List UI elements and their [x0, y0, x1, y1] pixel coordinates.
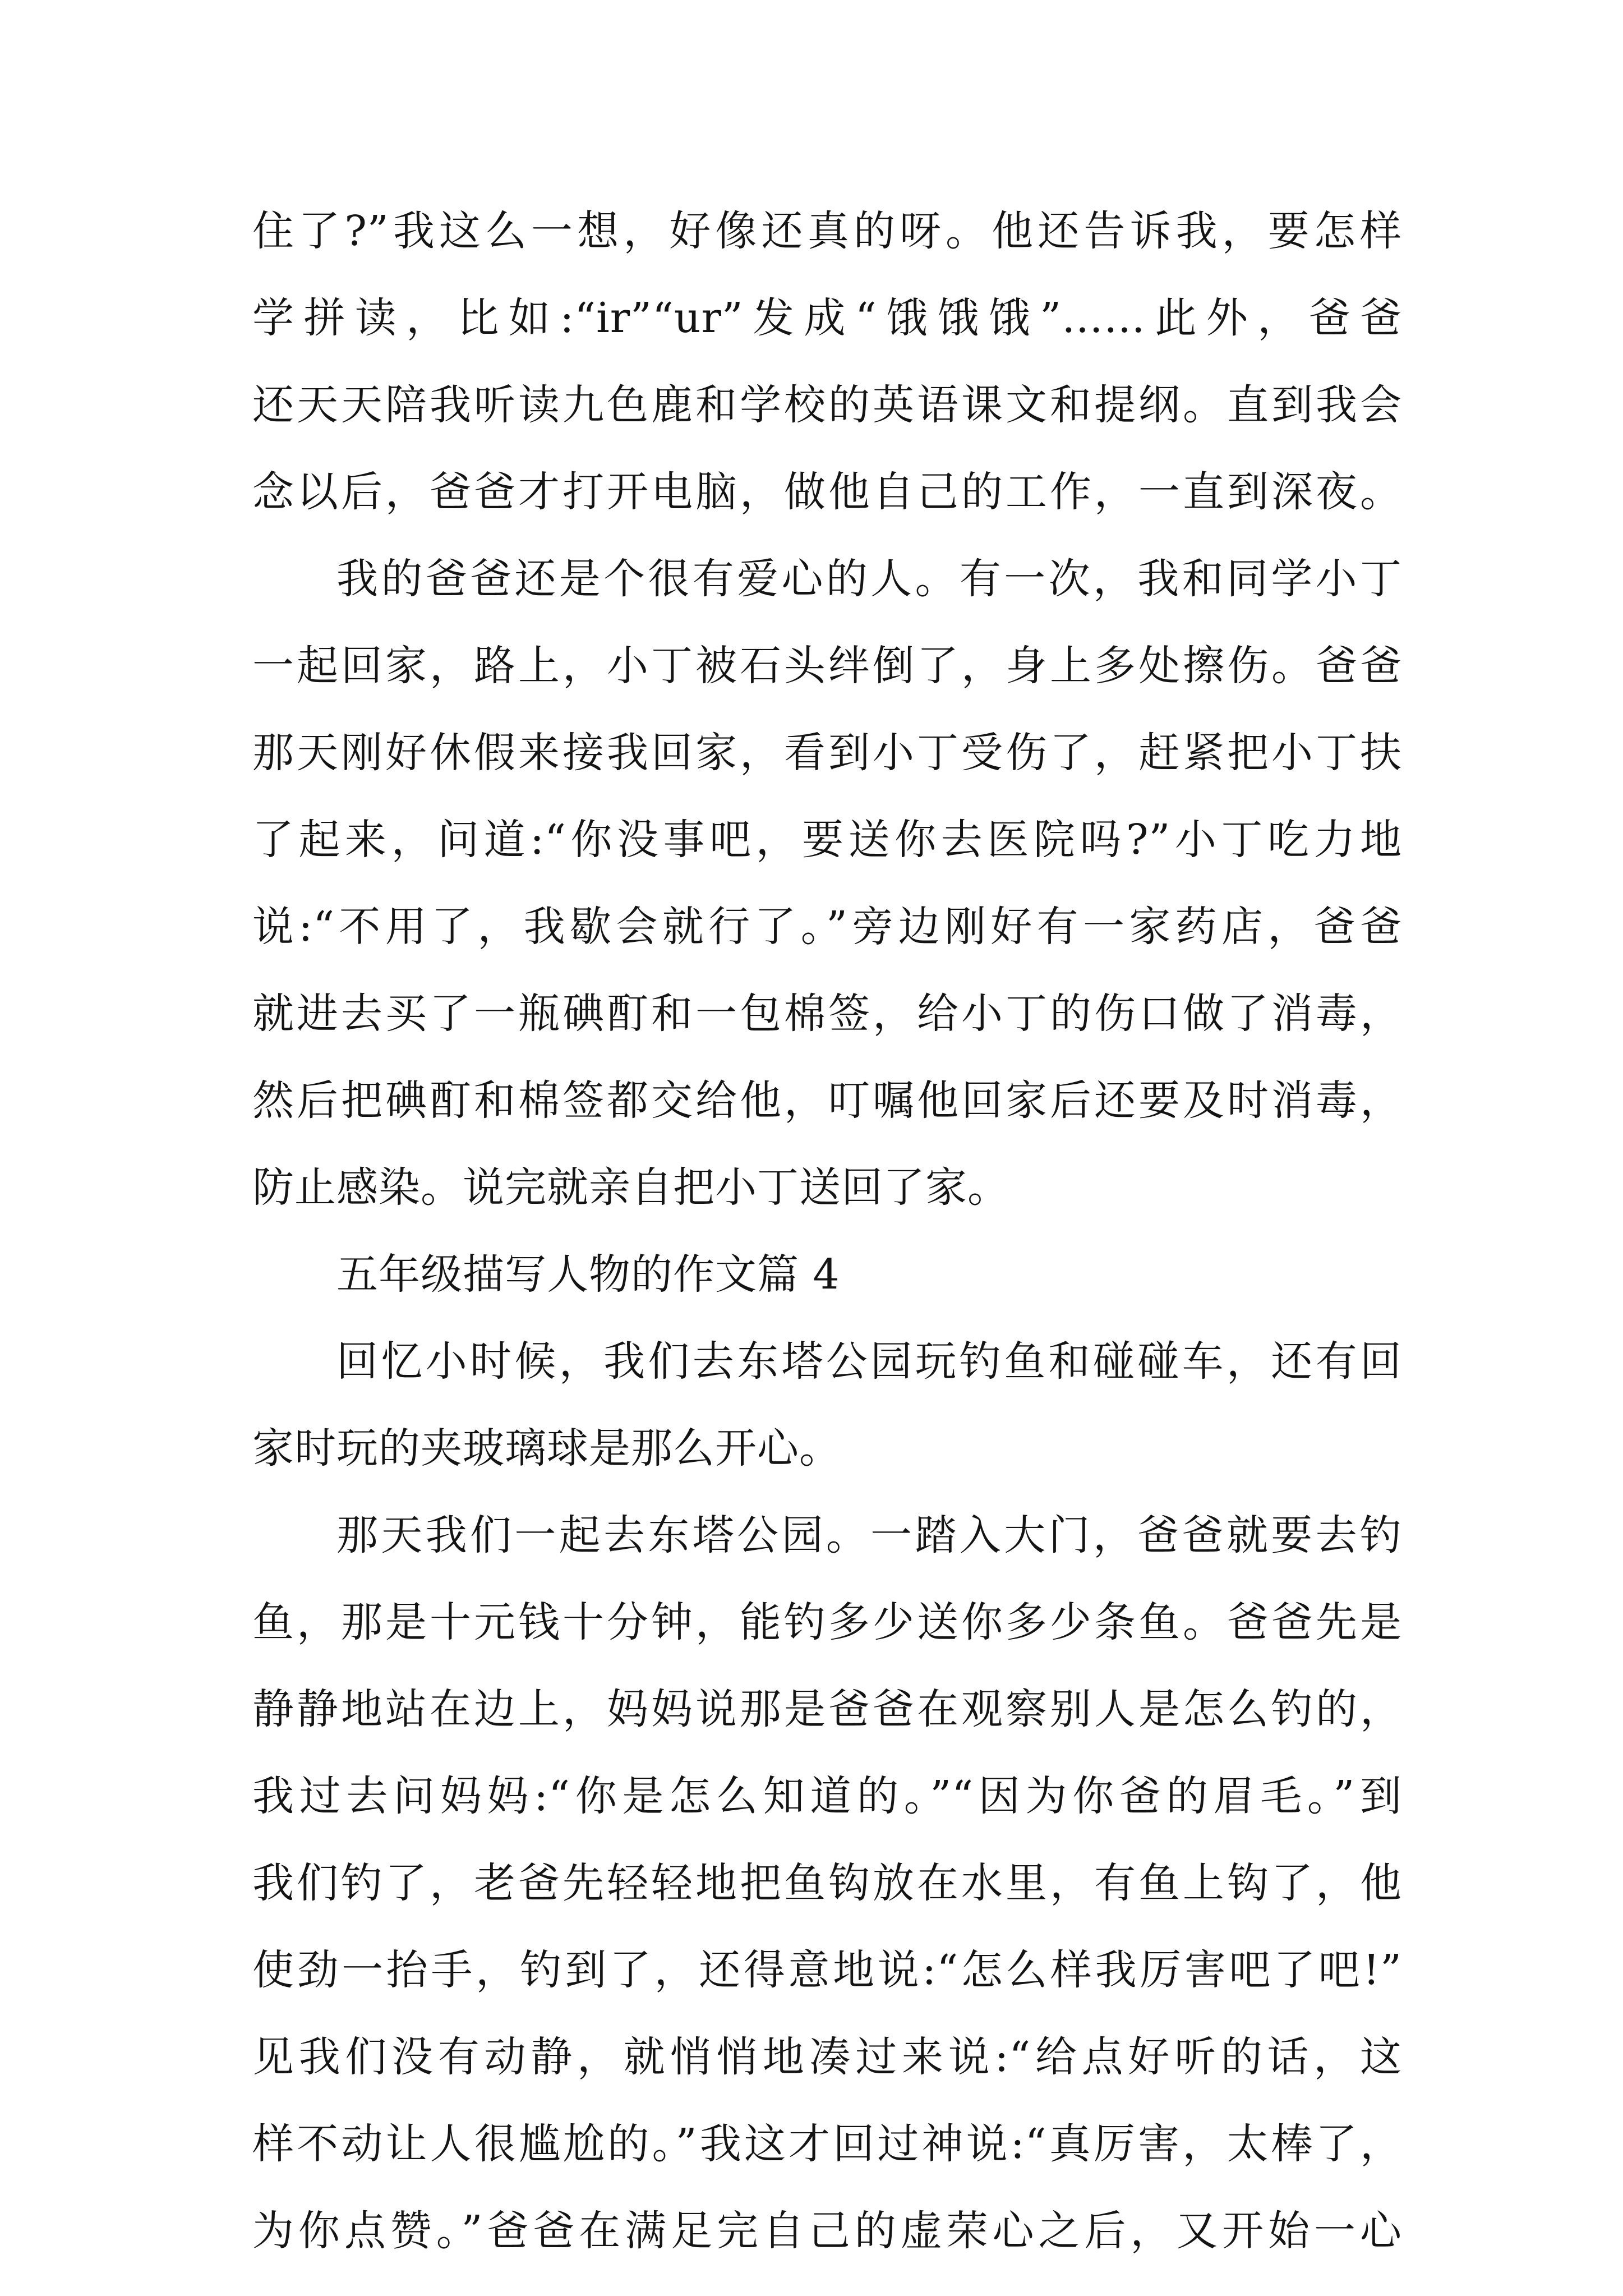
text-line: 一起回家，路上，小丁被石头绊倒了，身上多处擦伤。爸爸 [252, 642, 1402, 690]
section-heading: 五年级描写人物的作文篇 4 [336, 1250, 840, 1299]
text-line: 就进去买了一瓶碘酊和一包棉签，给小丁的伤口做了消毒， [252, 990, 1402, 1038]
text-line: 我过去问妈妈:“你是怎么知道的。”“因为你爸的眉毛。”到 [252, 1772, 1402, 1820]
text-line: 住了?”我这么一想，好像还真的呀。他还告诉我，要怎样 [252, 207, 1402, 255]
text-line: 鱼，那是十元钱十分钟，能钓多少送你多少条鱼。爸爸先是 [252, 1598, 1402, 1646]
text-line: 那天刚好休假来接我回家，看到小丁受伤了，赶紧把小丁扶 [252, 729, 1402, 777]
paragraph-first-line: 我的爸爸还是个很有爱心的人。有一次，我和同学小丁 [336, 555, 1402, 603]
text-line: 为你点赞。”爸爸在满足完自己的虚荣心之后，又开始一心 [252, 2207, 1402, 2255]
paragraph-first-line: 回忆小时候，我们去东塔公园玩钓鱼和碰碰车，还有回 [336, 1337, 1402, 1386]
text-line: 念以后，爸爸才打开电脑，做他自己的工作，一直到深夜。 [252, 468, 1402, 516]
text-line: 样不动让人很尴尬的。”我这才回过神说:“真厉害，太棒了， [252, 2120, 1402, 2168]
text-line: 了起来，问道:“你没事吧，要送你去医院吗?”小丁吃力地 [252, 816, 1402, 864]
text-line: 说:“不用了，我歇会就行了。”旁边刚好有一家药店，爸爸 [252, 903, 1402, 951]
text-line: 静静地站在边上，妈妈说那是爸爸在观察别人是怎么钓的， [252, 1685, 1402, 1733]
text-line: 我们钓了，老爸先轻轻地把鱼钩放在水里，有鱼上钩了，他 [252, 1859, 1402, 1907]
text-line: 家时玩的夹玻璃球是那么开心。 [252, 1424, 841, 1473]
text-line: 学拼读，比如:“ir”“ur”发成“饿饿饿”……此外，爸爸 [252, 294, 1402, 342]
text-line: 还天天陪我听读九色鹿和学校的英语课文和提纲。直到我会 [252, 381, 1402, 429]
text-line: 防止感染。说完就亲自把小丁送回了家。 [252, 1163, 1009, 1212]
text-line: 然后把碘酊和棉签都交给他，叮嘱他回家后还要及时消毒， [252, 1076, 1402, 1125]
text-line: 使劲一抬手，钓到了，还得意地说:“怎么样我厉害吧了吧!” [252, 1946, 1402, 1994]
text-line: 见我们没有动静，就悄悄地凑过来说:“给点好听的话，这 [252, 2033, 1402, 2081]
paragraph-first-line: 那天我们一起去东塔公园。一踏入大门，爸爸就要去钓 [336, 1511, 1402, 1559]
